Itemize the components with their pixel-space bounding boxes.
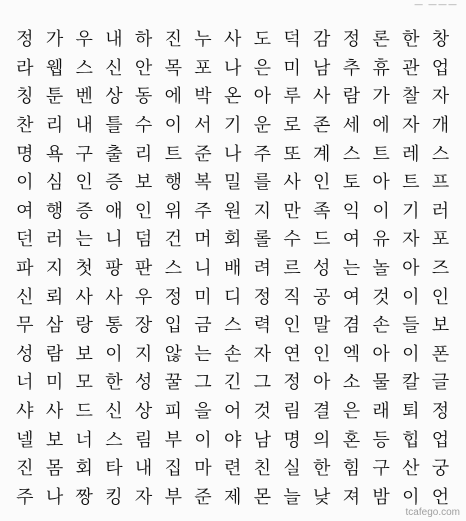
letter-cell[interactable]: 낮 xyxy=(313,486,331,508)
letter-cell[interactable]: 려 xyxy=(253,258,272,280)
letter-cell[interactable]: 말 xyxy=(313,315,331,337)
letter-cell[interactable]: 구 xyxy=(372,458,390,480)
letter-cell[interactable]: 힙 xyxy=(402,429,420,451)
letter-cell[interactable]: 결 xyxy=(313,401,331,423)
letter-cell[interactable]: 세 xyxy=(342,115,361,137)
letter-cell[interactable]: 래 xyxy=(372,401,390,423)
letter-cell[interactable]: 이 xyxy=(194,429,212,451)
letter-cell[interactable]: 상 xyxy=(134,401,153,423)
letter-cell[interactable]: 르 xyxy=(283,258,301,280)
letter-cell[interactable]: 물 xyxy=(372,372,390,394)
letter-cell[interactable]: 덤 xyxy=(134,229,153,251)
letter-cell[interactable]: 사 xyxy=(105,286,123,308)
letter-cell[interactable]: 레 xyxy=(402,143,420,165)
letter-cell[interactable]: 킹 xyxy=(105,486,123,508)
letter-cell[interactable]: 웹 xyxy=(45,57,64,79)
letter-cell[interactable]: 트 xyxy=(164,143,182,165)
letter-cell[interactable]: 찰 xyxy=(402,86,420,108)
letter-cell[interactable]: 입 xyxy=(164,315,182,337)
letter-cell[interactable]: 실 xyxy=(283,458,301,480)
letter-cell[interactable]: 에 xyxy=(372,115,390,137)
letter-cell[interactable]: 나 xyxy=(223,57,242,79)
letter-cell[interactable]: 원 xyxy=(223,200,242,222)
letter-cell[interactable]: 샤 xyxy=(16,401,34,423)
letter-cell[interactable]: 하 xyxy=(134,29,153,51)
letter-cell[interactable]: 론 xyxy=(372,29,390,51)
letter-cell[interactable]: 즈 xyxy=(431,258,450,280)
letter-cell[interactable]: 툰 xyxy=(45,86,64,108)
letter-cell[interactable]: 것 xyxy=(253,401,272,423)
letter-cell[interactable]: 이 xyxy=(402,343,420,365)
letter-cell[interactable]: 도 xyxy=(253,29,272,51)
letter-cell[interactable]: 동 xyxy=(134,86,153,108)
letter-cell[interactable]: 제 xyxy=(223,486,242,508)
letter-cell[interactable]: 긴 xyxy=(223,372,242,394)
letter-cell[interactable]: 익 xyxy=(342,200,361,222)
letter-cell[interactable]: 보 xyxy=(431,315,450,337)
letter-cell[interactable]: 은 xyxy=(342,401,361,423)
letter-cell[interactable]: 첫 xyxy=(75,258,93,280)
letter-cell[interactable]: 은 xyxy=(253,57,272,79)
letter-cell[interactable]: 이 xyxy=(372,200,390,222)
letter-cell[interactable]: 모 xyxy=(75,372,93,394)
letter-cell[interactable]: 사 xyxy=(313,86,331,108)
letter-cell[interactable]: 배 xyxy=(223,258,242,280)
letter-cell[interactable]: 스 xyxy=(164,258,182,280)
letter-cell[interactable]: 공 xyxy=(313,286,331,308)
letter-cell[interactable]: 우 xyxy=(134,286,153,308)
letter-cell[interactable]: 니 xyxy=(194,258,212,280)
letter-cell[interactable]: 는 xyxy=(194,343,212,365)
letter-cell[interactable]: 인 xyxy=(313,343,331,365)
watermark-label: tcafego.com xyxy=(405,507,460,518)
letter-cell[interactable]: 보 xyxy=(45,429,64,451)
letter-cell[interactable]: 이 xyxy=(16,172,34,194)
letter-cell[interactable]: 수 xyxy=(134,115,153,137)
letter-cell[interactable]: 부 xyxy=(164,486,182,508)
letter-cell[interactable]: 존 xyxy=(313,115,331,137)
letter-cell[interactable]: 몬 xyxy=(253,486,272,508)
letter-cell[interactable]: 림 xyxy=(283,401,301,423)
letter-cell[interactable]: 자 xyxy=(431,86,450,108)
letter-cell[interactable]: 아 xyxy=(313,372,331,394)
letter-cell[interactable]: 몸 xyxy=(45,458,64,480)
letter-cell[interactable]: 던 xyxy=(16,229,34,251)
letter-cell[interactable]: 진 xyxy=(16,458,34,480)
letter-cell[interactable]: 파 xyxy=(16,258,34,280)
letter-cell[interactable]: 인 xyxy=(134,200,153,222)
letter-cell[interactable]: 를 xyxy=(253,172,272,194)
letter-cell[interactable]: 밀 xyxy=(223,172,242,194)
top-strip xyxy=(0,0,466,24)
letter-cell[interactable]: 스 xyxy=(223,315,242,337)
letter-cell[interactable]: 등 xyxy=(372,429,390,451)
letter-cell[interactable]: 력 xyxy=(253,315,272,337)
letter-cell[interactable]: 온 xyxy=(223,86,242,108)
letter-cell[interactable]: 산 xyxy=(402,458,420,480)
letter-cell[interactable]: 엑 xyxy=(342,343,361,365)
letter-cell[interactable]: 집 xyxy=(164,458,182,480)
letter-cell[interactable]: 의 xyxy=(313,429,331,451)
letter-cell[interactable]: 한 xyxy=(402,29,420,51)
letter-cell[interactable]: 운 xyxy=(253,115,272,137)
letter-cell[interactable]: 감 xyxy=(313,29,331,51)
letter-cell[interactable]: 상 xyxy=(105,86,123,108)
letter-cell[interactable]: 출 xyxy=(105,143,123,165)
letter-cell[interactable]: 그 xyxy=(194,372,212,394)
letter-cell[interactable]: 인 xyxy=(313,172,331,194)
letter-cell[interactable]: 드 xyxy=(75,401,93,423)
letter-cell[interactable]: 밤 xyxy=(372,486,390,508)
letter-cell[interactable]: 또 xyxy=(283,143,301,165)
letter-cell[interactable]: 아 xyxy=(253,86,272,108)
letter-cell[interactable]: 창 xyxy=(431,29,450,51)
letter-cell[interactable]: 포 xyxy=(194,57,212,79)
letter-cell[interactable]: 놀 xyxy=(372,258,390,280)
letter-cell[interactable]: 손 xyxy=(372,315,390,337)
letter-cell[interactable]: 회 xyxy=(223,229,242,251)
letter-cell[interactable]: 정 xyxy=(253,286,272,308)
letter-cell[interactable]: 가 xyxy=(372,86,390,108)
letter-cell[interactable]: 욕 xyxy=(45,143,64,165)
letter-cell[interactable]: 개 xyxy=(431,115,450,137)
letter-cell[interactable]: 여 xyxy=(342,286,361,308)
letter-cell[interactable]: 러 xyxy=(45,229,64,251)
letter-cell[interactable]: 증 xyxy=(105,172,123,194)
letter-cell[interactable]: 내 xyxy=(75,115,93,137)
letter-cell[interactable]: 로 xyxy=(283,115,301,137)
letter-cell[interactable]: 이 xyxy=(105,343,123,365)
letter-cell[interactable]: 뢰 xyxy=(45,286,64,308)
letter-cell[interactable]: 궁 xyxy=(431,458,450,480)
letter-cell[interactable]: 구 xyxy=(75,143,93,165)
letter-cell[interactable]: 목 xyxy=(164,57,182,79)
letter-cell[interactable]: 지 xyxy=(45,258,64,280)
letter-cell[interactable]: 건 xyxy=(164,229,182,251)
letter-cell[interactable]: 에 xyxy=(164,86,182,108)
letter-cell[interactable]: 내 xyxy=(134,458,153,480)
letter-cell[interactable]: 이 xyxy=(164,115,182,137)
letter-cell[interactable]: 정 xyxy=(164,286,182,308)
letter-cell[interactable]: 야 xyxy=(223,429,242,451)
letter-cell[interactable]: 나 xyxy=(45,486,64,508)
letter-cell[interactable]: 람 xyxy=(342,86,361,108)
letter-cell[interactable]: 신 xyxy=(16,286,34,308)
letter-cell[interactable]: 소 xyxy=(342,372,361,394)
letter-cell[interactable]: 휴 xyxy=(372,57,390,79)
letter-cell[interactable]: 성 xyxy=(134,372,153,394)
letter-cell[interactable]: 정 xyxy=(16,29,34,51)
letter-cell[interactable]: 프 xyxy=(431,172,450,194)
letter-cell[interactable]: 직 xyxy=(283,286,301,308)
letter-cell[interactable]: 인 xyxy=(431,286,450,308)
letter-cell[interactable]: 폰 xyxy=(431,343,450,365)
letter-cell[interactable]: 박 xyxy=(194,86,212,108)
letter-cell[interactable]: 여 xyxy=(342,229,361,251)
letter-cell[interactable]: 남 xyxy=(253,429,272,451)
letter-cell[interactable]: 행 xyxy=(45,200,64,222)
letter-cell[interactable]: 한 xyxy=(105,372,123,394)
letter-cell[interactable]: 친 xyxy=(253,458,272,480)
letter-cell[interactable]: 나 xyxy=(223,143,242,165)
letter-cell[interactable]: 누 xyxy=(194,29,212,51)
letter-cell[interactable]: 인 xyxy=(75,172,93,194)
letter-cell[interactable]: 아 xyxy=(402,258,420,280)
letter-cell[interactable]: 힘 xyxy=(342,458,361,480)
letter-cell[interactable]: 꿀 xyxy=(164,372,182,394)
letter-cell[interactable]: 우 xyxy=(75,29,93,51)
letter-cell[interactable]: 애 xyxy=(105,200,123,222)
letter-cell[interactable]: 언 xyxy=(431,486,450,508)
letter-cell[interactable]: 정 xyxy=(431,401,450,423)
letter-cell[interactable]: 니 xyxy=(105,229,123,251)
letter-cell[interactable]: 것 xyxy=(372,286,390,308)
letter-cell[interactable]: 이 xyxy=(402,486,420,508)
letter-cell[interactable]: 림 xyxy=(134,429,153,451)
letter-cell[interactable]: 자 xyxy=(134,486,153,508)
letter-grid xyxy=(10,26,456,512)
letter-cell[interactable]: 기 xyxy=(223,115,242,137)
letter-cell[interactable]: 정 xyxy=(283,372,301,394)
letter-cell[interactable]: 롤 xyxy=(253,229,272,251)
letter-cell[interactable]: 성 xyxy=(16,343,34,365)
letter-cell[interactable]: 증 xyxy=(75,200,93,222)
letter-cell[interactable]: 트 xyxy=(372,143,390,165)
letter-cell[interactable]: 명 xyxy=(283,429,301,451)
letter-cell[interactable]: 트 xyxy=(402,172,420,194)
letter-cell[interactable]: 무 xyxy=(16,315,34,337)
letter-cell[interactable]: 사 xyxy=(283,172,301,194)
letter-cell[interactable]: 는 xyxy=(342,258,361,280)
letter-cell[interactable]: 혼 xyxy=(342,429,361,451)
letter-cell[interactable]: 사 xyxy=(223,29,242,51)
letter-cell[interactable]: 관 xyxy=(402,57,420,79)
header-mark: — ——— xyxy=(414,0,458,10)
letter-cell[interactable]: 심 xyxy=(45,172,64,194)
letter-cell[interactable]: 한 xyxy=(313,458,331,480)
letter-cell[interactable]: 준 xyxy=(194,143,212,165)
letter-cell[interactable]: 너 xyxy=(16,372,34,394)
letter-cell[interactable]: 주 xyxy=(194,200,212,222)
letter-cell[interactable]: 미 xyxy=(194,286,212,308)
letter-cell[interactable]: 너 xyxy=(75,429,93,451)
letter-cell[interactable]: 보 xyxy=(134,172,153,194)
letter-cell[interactable]: 성 xyxy=(313,258,331,280)
letter-cell[interactable]: 스 xyxy=(431,143,450,165)
letter-cell[interactable]: 리 xyxy=(45,115,64,137)
letter-cell[interactable]: 팡 xyxy=(105,258,123,280)
letter-cell[interactable]: 연 xyxy=(283,343,301,365)
letter-cell[interactable]: 라 xyxy=(16,57,34,79)
letter-cell[interactable]: 겸 xyxy=(342,315,361,337)
letter-cell[interactable]: 인 xyxy=(283,315,301,337)
letter-cell[interactable]: 장 xyxy=(134,315,153,337)
letter-cell[interactable]: 지 xyxy=(253,200,272,222)
letter-cell[interactable]: 짱 xyxy=(75,486,93,508)
letter-cell[interactable]: 내 xyxy=(105,29,123,51)
letter-cell[interactable]: 않 xyxy=(164,343,182,365)
letter-cell[interactable]: 찬 xyxy=(16,115,34,137)
letter-cell[interactable]: 가 xyxy=(45,29,64,51)
letter-cell[interactable]: 금 xyxy=(194,315,212,337)
letter-cell[interactable]: 글 xyxy=(431,372,450,394)
letter-cell[interactable]: 미 xyxy=(45,372,64,394)
letter-cell[interactable]: 람 xyxy=(45,343,64,365)
letter-cell[interactable]: 족 xyxy=(313,200,331,222)
letter-cell[interactable]: 늘 xyxy=(283,486,301,508)
letter-cell[interactable]: 미 xyxy=(283,57,301,79)
letter-cell[interactable]: 손 xyxy=(223,343,242,365)
letter-cell[interactable]: 그 xyxy=(253,372,272,394)
letter-cell[interactable]: 자 xyxy=(402,115,420,137)
letter-cell[interactable]: 행 xyxy=(164,172,182,194)
letter-cell[interactable]: 삼 xyxy=(45,315,64,337)
letter-cell[interactable]: 보 xyxy=(75,343,93,365)
letter-cell[interactable]: 업 xyxy=(431,57,450,79)
letter-cell[interactable]: 마 xyxy=(194,458,212,480)
letter-cell[interactable]: 타 xyxy=(105,458,123,480)
letter-cell[interactable]: 지 xyxy=(134,343,153,365)
letter-cell[interactable]: 부 xyxy=(164,429,182,451)
letter-cell[interactable]: 스 xyxy=(342,143,361,165)
letter-cell[interactable]: 사 xyxy=(45,401,64,423)
letter-cell[interactable]: 디 xyxy=(223,286,242,308)
letter-cell[interactable]: 남 xyxy=(313,57,331,79)
letter-cell[interactable]: 져 xyxy=(342,486,361,508)
letter-cell[interactable]: 계 xyxy=(313,143,331,165)
letter-cell[interactable]: 복 xyxy=(194,172,212,194)
letter-cell[interactable]: 자 xyxy=(253,343,272,365)
letter-cell[interactable]: 안 xyxy=(134,57,153,79)
letter-cell[interactable]: 준 xyxy=(194,486,212,508)
letter-cell[interactable]: 퇴 xyxy=(402,401,420,423)
letter-cell[interactable]: 수 xyxy=(283,229,301,251)
letter-cell[interactable]: 정 xyxy=(342,29,361,51)
letter-cell[interactable]: 판 xyxy=(134,258,153,280)
letter-cell[interactable]: 아 xyxy=(372,172,390,194)
letter-cell[interactable]: 피 xyxy=(164,401,182,423)
letter-cell[interactable]: 랑 xyxy=(75,315,93,337)
letter-cell[interactable]: 련 xyxy=(223,458,242,480)
letter-cell[interactable]: 리 xyxy=(134,143,153,165)
letter-cell[interactable]: 넬 xyxy=(16,429,34,451)
letter-cell[interactable]: 사 xyxy=(75,286,93,308)
letter-cell[interactable]: 서 xyxy=(194,115,212,137)
letter-cell[interactable]: 주 xyxy=(253,143,272,165)
letter-cell[interactable]: 업 xyxy=(431,429,450,451)
letter-cell[interactable]: 어 xyxy=(223,401,242,423)
letter-cell[interactable]: 이 xyxy=(402,286,420,308)
letter-cell[interactable]: 추 xyxy=(342,57,361,79)
letter-cell[interactable]: 유 xyxy=(372,229,390,251)
letter-cell[interactable]: 위 xyxy=(164,200,182,222)
letter-cell[interactable]: 덕 xyxy=(283,29,301,51)
letter-cell[interactable]: 을 xyxy=(194,401,212,423)
letter-cell[interactable]: 스 xyxy=(105,429,123,451)
letter-cell[interactable]: 아 xyxy=(372,343,390,365)
letter-cell[interactable]: 포 xyxy=(431,229,450,251)
letter-cell[interactable]: 들 xyxy=(402,315,420,337)
letter-cell[interactable]: 러 xyxy=(431,200,450,222)
letter-cell[interactable]: 명 xyxy=(16,143,34,165)
letter-cell[interactable]: 진 xyxy=(164,29,182,51)
letter-cell[interactable]: 칭 xyxy=(16,86,34,108)
letter-cell[interactable]: 벤 xyxy=(75,86,93,108)
letter-cell[interactable]: 여 xyxy=(16,200,34,222)
letter-cell[interactable]: 신 xyxy=(105,401,123,423)
letter-cell[interactable]: 틀 xyxy=(105,115,123,137)
letter-cell[interactable]: 루 xyxy=(283,86,301,108)
letter-cell[interactable]: 드 xyxy=(313,229,331,251)
letter-cell[interactable]: 머 xyxy=(194,229,212,251)
letter-cell[interactable]: 토 xyxy=(342,172,361,194)
letter-cell[interactable]: 주 xyxy=(16,486,34,508)
letter-cell[interactable]: 칼 xyxy=(402,372,420,394)
letter-cell[interactable]: 만 xyxy=(283,200,301,222)
letter-cell[interactable]: 는 xyxy=(75,229,93,251)
letter-cell[interactable]: 신 xyxy=(105,57,123,79)
letter-cell[interactable]: 회 xyxy=(75,458,93,480)
letter-cell[interactable]: 스 xyxy=(75,57,93,79)
letter-cell[interactable]: 기 xyxy=(402,200,420,222)
letter-cell[interactable]: 통 xyxy=(105,315,123,337)
letter-cell[interactable]: 자 xyxy=(402,229,420,251)
